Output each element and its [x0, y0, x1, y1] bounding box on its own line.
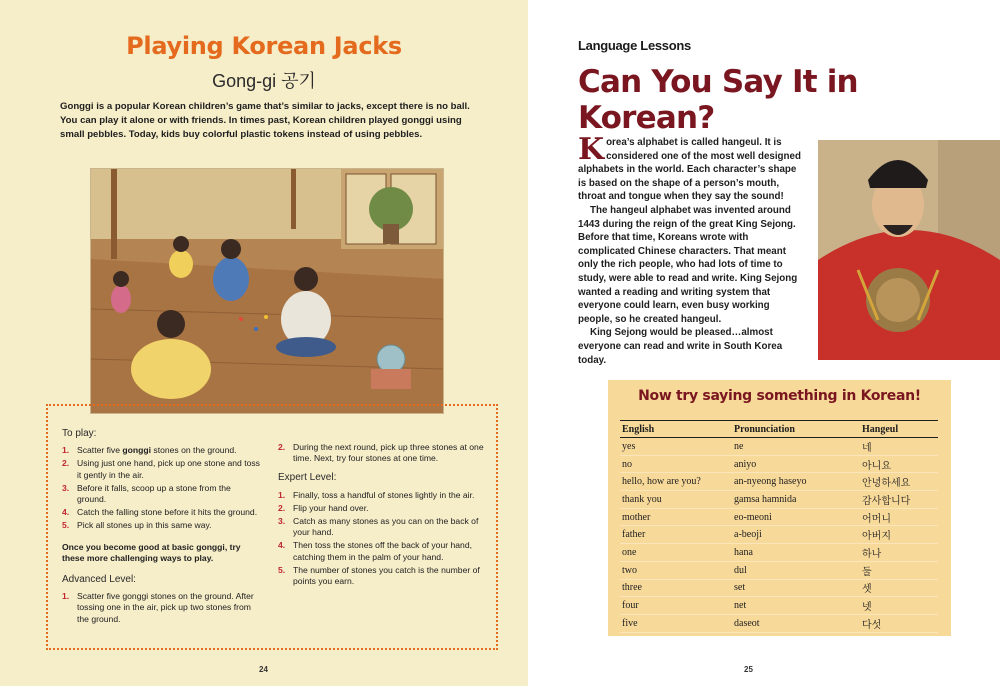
rules-box — [46, 404, 498, 650]
advanced-step — [62, 591, 262, 625]
pronunciation-cell: set — [734, 582, 746, 594]
hangeul-cell: 아버지 — [862, 531, 891, 543]
article-body — [578, 132, 805, 367]
pronunciation-cell: ne — [734, 440, 744, 452]
pronunciation-cell: net — [734, 600, 747, 612]
step-number: 3. — [278, 516, 286, 527]
to-play-step — [62, 507, 262, 518]
hangeul-cell: 안녕하세요 — [862, 478, 911, 490]
step-text — [77, 445, 237, 456]
rules-column-left — [62, 426, 262, 627]
step-text-bold: gonggi — [122, 445, 152, 456]
expert-heading: Expert Level: — [278, 472, 337, 484]
step-text-pre: Scatter five — [77, 445, 123, 456]
english-cell: two — [622, 564, 637, 576]
section-label: Language Lessons — [578, 38, 691, 53]
english-cell: thank you — [622, 493, 662, 505]
step-text: Using just one hand, pick up one stone and toss it gently in the air. — [77, 458, 260, 480]
page-number: 25 — [744, 665, 753, 674]
step-number: 3. — [62, 482, 70, 493]
paragraph: King Sejong would be pleased…almost everyone can read and write in South Korea today. — [578, 327, 783, 366]
phrase-table — [620, 420, 938, 633]
pronunciation-cell: dul — [734, 564, 747, 576]
pronunciation-cell: a-beoji — [734, 529, 762, 541]
right-page — [528, 0, 1000, 686]
hangeul-cell: 다섯 — [862, 619, 882, 631]
english-cell: father — [622, 529, 646, 541]
hangeul-cell: 셋 — [862, 584, 872, 596]
children-playing-illustration — [90, 168, 444, 414]
hangeul-cell: 넷 — [862, 602, 872, 614]
pronunciation-cell: an-nyeong haseyo — [734, 476, 807, 488]
expert-step — [278, 503, 488, 514]
expert-step — [278, 540, 488, 562]
hangeul-cell: 둘 — [862, 566, 872, 578]
phrase-table-title: Now try saying something in Korean! — [638, 388, 921, 404]
english-cell: hello, how are you? — [622, 476, 701, 488]
step-number: 2. — [278, 442, 286, 452]
table-row — [620, 615, 938, 633]
column-header: English — [622, 423, 655, 435]
intro-text: is a popular Korean children’s game that’s similar to jacks, except there is no ball. You can play it alone or with friends. In times past, Korean children played gonggi using small pebbles. Today, kids buy colorful plastic tokens instead of using pebbles. — [60, 101, 470, 140]
pronunciation-cell: aniyo — [734, 458, 757, 470]
step-number: 4. — [62, 507, 70, 518]
english-cell: five — [622, 617, 638, 629]
table-row — [620, 456, 938, 474]
step-number: 2. — [62, 458, 70, 469]
expert-step — [278, 565, 488, 587]
table-header — [620, 420, 938, 438]
pronunciation-cell: daseot — [734, 617, 760, 629]
king-sejong-portrait — [818, 140, 1000, 360]
hangeul-cell: 하나 — [862, 548, 882, 560]
to-play-step — [62, 445, 262, 456]
drop-cap: K — [578, 132, 605, 167]
transition-note: Once you become good at basic gonggi, try these more challenging ways to play. — [62, 541, 241, 563]
step-number: 1. — [62, 591, 70, 602]
step-text: The number of stones you catch is the number of points you earn. — [293, 564, 480, 587]
to-play-heading: To play: — [62, 428, 97, 439]
hangeul-cell: 감사합니다 — [862, 495, 911, 507]
table-row — [620, 597, 938, 615]
step-text: Finally, toss a handful of stones lightly in the air. — [293, 489, 475, 500]
step-text: During the next round, pick up three stones at one time. Next, try four stones at one time. — [293, 442, 484, 464]
expert-step — [278, 490, 488, 501]
step-text: Pick all stones up in this same way. — [77, 520, 212, 531]
step-text: Catch as many stones as you can on the back of your hand. — [293, 516, 479, 538]
step-text: Scatter five gonggi stones on the ground. After tossing one in the air, pick up two stones from the ground. — [77, 591, 254, 624]
pronunciation-cell: eo-meoni — [734, 511, 772, 523]
table-row — [620, 509, 938, 527]
table-row — [620, 473, 938, 491]
paragraph — [578, 132, 805, 204]
step-text: Flip your hand over. — [293, 502, 369, 513]
paragraph-text: . It is considered one of the most well designed alphabets in the world. Each character’s shape is based on the shape of a person’s mouth, throat and tongue when they say the sound! — [578, 137, 801, 203]
step-number: 5. — [62, 520, 70, 531]
column-header: Hangeul — [862, 423, 899, 435]
hangeul-cell: 어머니 — [862, 513, 891, 525]
table-row — [620, 580, 938, 598]
hangeul-cell: 아니요 — [862, 460, 891, 472]
paragraph: The hangeul alphabet was invented around 1443 during the reign of the great King Sejong. Before that time, Koreans wrote with complicated Chinese characters. That meant only the rich people, who had lots of time to study, were able to read and write. King Sejong wanted a reading and writing system that everyone could learn, even busy working people, so he created hangeul. — [578, 204, 798, 325]
intro-term: Gonggi — [60, 101, 94, 112]
pronunciation-cell: gamsa hamnida — [734, 493, 797, 505]
step-text: Before it falls, scoop up a stone from the ground. — [77, 482, 231, 505]
table-body — [620, 438, 938, 633]
table-row — [620, 438, 938, 456]
step-number: 1. — [62, 445, 70, 456]
phrase-table-box — [608, 380, 951, 636]
step-number: 5. — [278, 564, 286, 575]
page-title: Can You Say It in Korean? — [578, 64, 858, 136]
step-number: 1. — [278, 489, 286, 500]
paragraph-term: hangeul — [721, 137, 760, 148]
english-cell: yes — [622, 440, 636, 452]
table-row — [620, 544, 938, 562]
page-number: 24 — [259, 665, 268, 674]
english-cell: mother — [622, 511, 651, 523]
intro-paragraph — [60, 100, 470, 142]
english-cell: three — [622, 582, 642, 594]
table-row — [620, 526, 938, 544]
step-text: Catch the falling stone before it hits the ground. — [77, 507, 258, 518]
column-header: Pronunciation — [734, 423, 795, 435]
expert-step — [278, 516, 488, 538]
english-cell: four — [622, 600, 639, 612]
step-number: 4. — [278, 540, 286, 551]
hangeul-cell: 네 — [862, 442, 872, 454]
step-text-post: stones on the ground. — [151, 445, 237, 456]
english-cell: no — [622, 458, 632, 470]
pronunciation-cell: hana — [734, 546, 753, 558]
advanced-heading: Advanced Level: — [62, 574, 136, 586]
advanced-step — [278, 442, 488, 464]
step-text: Then toss the stones off the back of your hand, catching them in the palm of your hand. — [293, 540, 472, 562]
step-number: 2. — [278, 502, 286, 513]
paragraph-text: orea’s alphabet is called — [606, 137, 722, 148]
page-title: Playing Korean Jacks — [126, 32, 402, 60]
table-row — [620, 562, 938, 580]
to-play-step — [62, 520, 262, 531]
english-cell: one — [622, 546, 637, 558]
to-play-step — [62, 458, 262, 480]
table-row — [620, 491, 938, 509]
page-subtitle: Gong-gi 공기 — [212, 71, 316, 91]
to-play-step — [62, 483, 262, 505]
rules-column-right — [278, 442, 488, 589]
